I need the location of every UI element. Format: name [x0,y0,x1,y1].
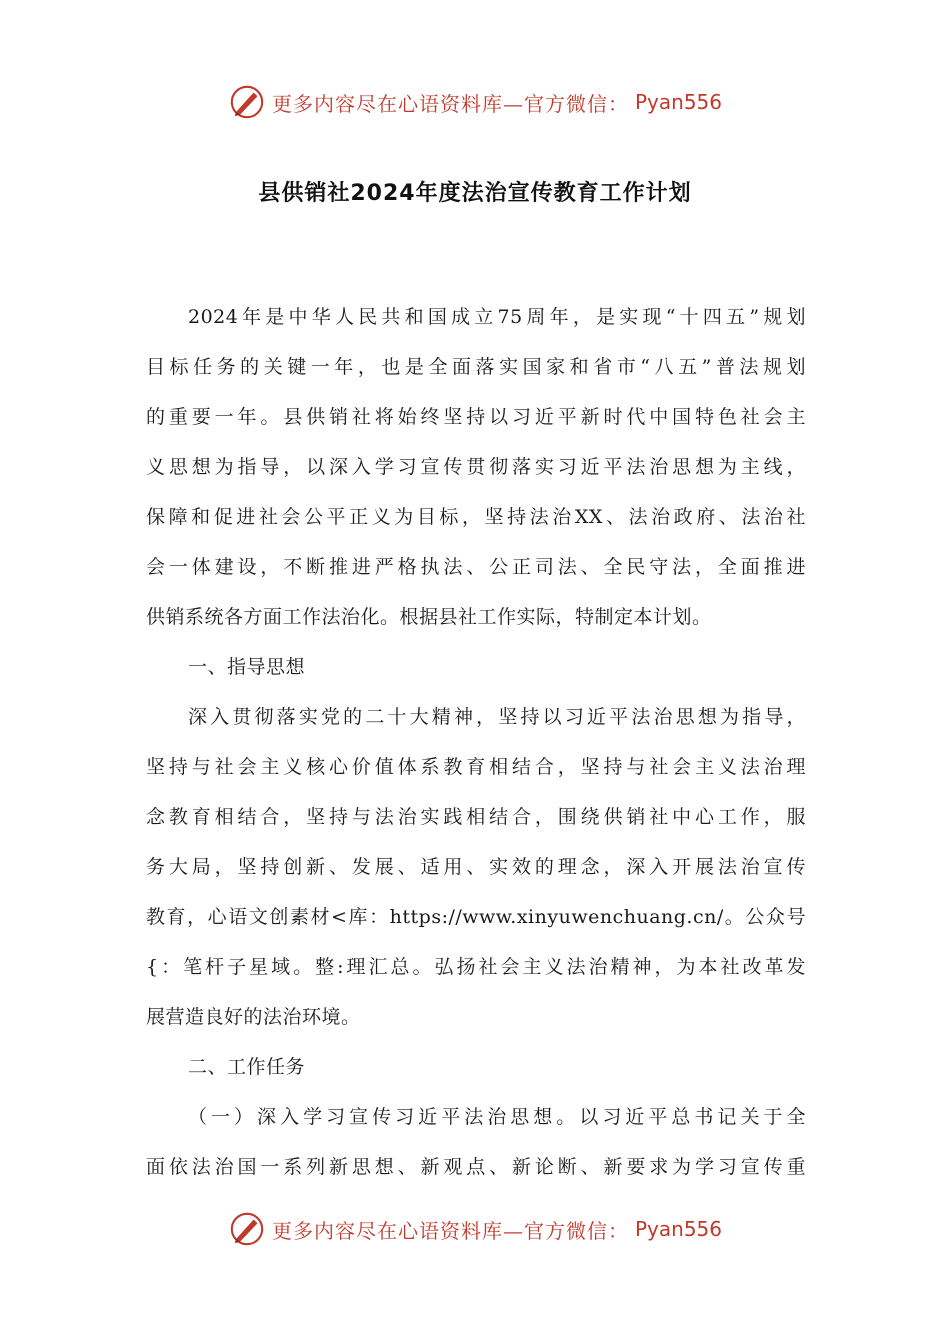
watermark-banner-top [0,80,950,124]
pen-logo-icon [228,1210,266,1248]
paragraph-line: 目标任务的关键一年，也是全面落实国家和省市“八五”普法规划 [146,356,806,378]
paragraph-line: 深入贯彻落实党的二十大精神，坚持以习近平法治思想为指导， [188,706,806,728]
document-title: 县供销社2024年度法治宣传教育工作计划 [258,181,692,206]
watermark-banner-bottom [0,1207,950,1251]
section-heading: 二、工作任务 [188,1056,306,1078]
paragraph-line: 展营造良好的法治环境。 [146,1006,361,1028]
paragraph-line: （一）深入学习宣传习近平法治思想。以习近平总书记关于全 [188,1106,806,1128]
paragraph-line: 会一体建设，不断推进严格执法、公正司法、全民守法，全面推进 [146,556,806,578]
paragraph-line: 念教育相结合，坚持与法治实践相结合，围绕供销社中心工作，服 [146,806,806,828]
watermark-text: 更多内容尽在心语资料库—官方微信： [271,1218,629,1243]
paragraph-line: 供销系统各方面工作法治化。根据县社工作实际，特制定本计划。 [146,606,712,628]
paragraph-line: 面依法治国一系列新思想、新观点、新论断、新要求为学习宣传重 [146,1156,806,1178]
paragraph-line: 教育，心语文创素材<库：https://www.xinyuwenchuang.cn/。公众号 [146,906,806,928]
watermark-wechat-id: Pyan556 [634,1217,722,1241]
paragraph-line: {：笔杆子星域。整:理汇总。弘扬社会主义法治精神，为本社改革发 [146,956,806,978]
pen-logo-icon [228,83,266,121]
paragraph-line: 的重要一年。县供销社将始终坚持以习近平新时代中国特色社会主 [146,406,806,428]
watermark-wechat-id: Pyan556 [634,90,722,114]
paragraph-line: 保障和促进社会公平正义为目标，坚持法治XX、法治政府、法治社 [146,506,806,528]
paragraph-line: 坚持与社会主义核心价值体系教育相结合，坚持与社会主义法治理 [146,756,806,778]
document-body [146,296,806,1196]
paragraph-line: 2024年是中华人民共和国成立75周年，是实现“十四五”规划 [188,306,806,328]
watermark-text: 更多内容尽在心语资料库—官方微信： [271,91,629,116]
paragraph-line: 义思想为指导，以深入学习宣传贯彻落实习近平法治思想为主线， [146,456,806,478]
section-heading: 一、指导思想 [188,656,306,678]
paragraph-line: 务大局，坚持创新、发展、适用、实效的理念，深入开展法治宣传 [146,856,806,878]
